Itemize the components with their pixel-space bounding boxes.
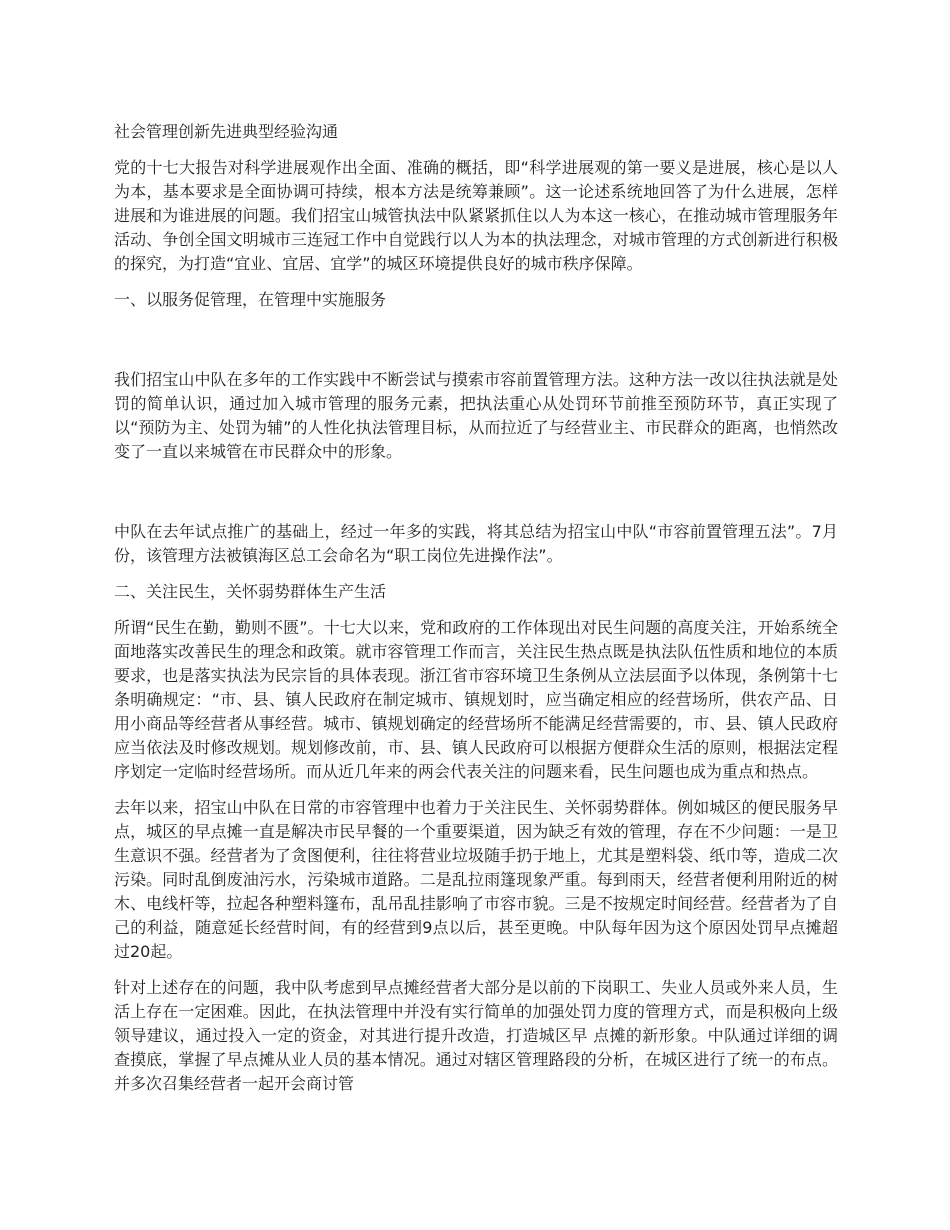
paragraph-livelihood: 所谓“民生在勤，勤则不匮”。十七大以来，党和政府的工作体现出对民生问题的高度关注，开始系统全面地落实改善民生的理念和政策。就市容管理工作而言，关注民生热点既是执法队伍性质和地位的本质要求，也是落实执法为民宗旨的具体表现。浙江省市容环境卫生条例从立法层面予以体现，条例第十七条明确规定：“市、县、镇人民政府在制定城市、镇规划时，应当确定相应的经营场所，供农产品、日用小商品等经营者从事经营。城市、镇规划确定的经营场所不能满足经营需要的，市、县、镇人民政府应当依法及时修改规划。规划修改前，市、县、镇人民政府可以根据方便群众生活的原则，根据法定程序划定一定临时经营场所。而从近几年来的两会代表关注的问题来看，民生问题也成为重点和热点。 <box>114 618 838 781</box>
paragraph-solutions: 针对上述存在的问题，我中队考虑到早点摊经营者大部分是以前的下岗职工、失业人员或外来人员，生活上存在一定困难。因此，在执法管理中并没有实行简单的加强处罚力度的管理方式，而是积极向上级领导建议，通过投入一定的资金，对其进行提升改造，打造城区早 点摊的新形象。中队通过详细的调查摸底，掌握了早点摊从业人员的基本情况。通过对辖区管理路段的分析，在城区进行了统一的布点。并多次召集经营者一起开会商讨管 <box>114 978 838 1093</box>
paragraph-breakfast-stalls: 去年以来，招宝山中队在日常的市容管理中也着力于关注民生、关怀弱势群体。例如城区的便民服务早点，城区的早点摊一直是解决市民早餐的一个重要渠道，因为缺乏有效的管理，存在不少问题：一是卫生意识不强。经营者为了贪图便利，往往将营业垃圾随手扔于地上，尤其是塑料袋、纸巾等，造成二次污染。同时乱倒废油污水，污染城市道路。二是乱拉雨篷现象严重。每到雨天，经营者便利用附近的树木、电线杆等，拉起各种塑料篷布，乱吊乱挂影响了市容市貌。三是不按规定时间经营。经营者为了自己的利益，随意延长经营时间，有的经营到9点以后，甚至更晚。中队每年因为这个原因处罚早点摊超过20起。 <box>114 798 838 961</box>
section-heading-1: 一、以服务促管理，在管理中实施服务 <box>114 290 387 309</box>
spacer <box>114 476 838 520</box>
paragraph-five-methods: 中队在去年试点推广的基础上，经过一年多的实践，将其总结为招宝山中队“市容前置管理五法”。7月份，该管理方法被镇海区总工会命名为“职工岗位先进操作法”。 <box>114 522 838 565</box>
section-heading-2: 二、关注民生，关怀弱势群体生产生活 <box>114 582 387 601</box>
document-page <box>114 120 838 1108</box>
spacer <box>114 324 838 368</box>
paragraph-intro: 党的十七大报告对科学进展观作出全面、准确的概括，即“科学进展观的第一要义是进展，核心是以人为本，基本要求是全面协调可持续，根本方法是统筹兼顾”。这一论述系统地回答了为什么进展，怎样进展和为谁进展的问题。我们招宝山城管执法中队紧紧抓住以人为本这一核心，在推动城市管理服务年活动、争创全国文明城市三连冠工作中自觉践行以人为本的执法理念，对城市管理的方式创新进行积极的探究，为打造“宜业、宜居、宜学”的城区环境提供良好的城市秩序保障。 <box>114 158 838 273</box>
document-title: 社会管理创新先进典型经验沟通 <box>114 122 339 141</box>
paragraph-front-management: 我们招宝山中队在多年的工作实践中不断尝试与摸索市容前置管理方法。这种方法一改以往执法就是处罚的简单认识，通过加入城市管理的服务元素，把执法重心从处罚环节前推至预防环节，真正实现了以“预防为主、处罚为辅”的人性化执法管理目标，从而拉近了与经营业主、市民群众的距离，也悄然改变了一直以来城管在市民群众中的形象。 <box>114 370 838 461</box>
